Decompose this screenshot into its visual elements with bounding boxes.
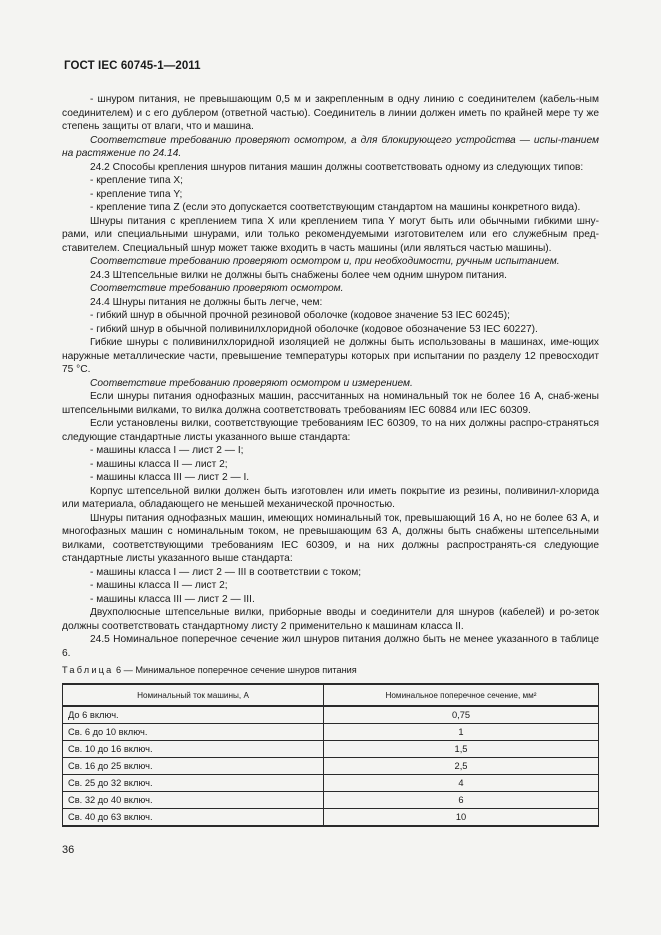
paragraph: Шнуры питания однофазных машин, имеющих номинальный ток, превышающий 16 А, но не более 63 А, и многофазных машин с номинальным током, не превышающим 63 А, должны быть снабжены штепсельными вилками, соответствующими требованиям IEC 60309, и на них должны распространять-ся следующие стандартные листы указанного выше стандарта: bbox=[62, 512, 599, 564]
table-row bbox=[63, 775, 599, 792]
cross-section-cell: 1 bbox=[324, 724, 599, 741]
paragraph: 24.4 Шнуры питания не должны быть легче, чем: bbox=[90, 296, 323, 308]
table-row bbox=[63, 724, 599, 741]
paragraph: 24.2 Способы крепления шнуров питания машин должны соответствовать одному из следующих типов: bbox=[90, 161, 584, 173]
cross-section-cell: 2,5 bbox=[324, 758, 599, 775]
paragraph: - машины класса III — лист 2 — III. bbox=[90, 593, 255, 605]
paragraph: Соответствие требованию проверяют осмотром. bbox=[90, 283, 344, 294]
table-header-row bbox=[63, 684, 599, 706]
table-row bbox=[63, 792, 599, 809]
paragraph: Если установлены вилки, соответствующие требованиям IEC 60309, то на них должны распро-страняться следующие стандартные листы указанного выше стандарта: bbox=[62, 418, 599, 443]
paragraph: Корпус штепсельной вилки должен быть изготовлен или иметь покрытие из резины, поливинил-хлорида или материала, обладающего не меньшей механической прочностью. bbox=[62, 485, 599, 510]
rated-current-cell: Св. 16 до 25 включ. bbox=[63, 758, 324, 775]
paragraph: Соответствие требованию проверяют осмотром и измерением. bbox=[90, 377, 413, 389]
cross-section-cell: 6 bbox=[324, 792, 599, 809]
paragraph: Двухполюсные штепсельные вилки, приборные вводы и соединители для шнуров (кабелей) и ро-зеток должны соответствовать стандартному листу 2 применительно к машинам класса II. bbox=[62, 607, 599, 632]
table-row bbox=[63, 758, 599, 775]
paragraph: - крепление типа X; bbox=[90, 175, 183, 186]
paragraph: - машины класса II — лист 2; bbox=[90, 580, 228, 591]
paragraph: 24.5 Номинальное поперечное сечение жил шнуров питания должно быть не менее указанного в таблице 6. bbox=[62, 634, 599, 659]
paragraph: Соответствие требованию проверяют осмотром, а для блокирующего устройства — испы-танием на растяжение по 24.14. bbox=[62, 134, 599, 159]
cross-section-cell: 10 bbox=[324, 809, 599, 827]
paragraph: - гибкий шнур в обычной прочной резиновой оболочке (кодовое значение 53 IEC 60245); bbox=[90, 310, 510, 321]
rated-current-cell: Св. 6 до 10 включ. bbox=[63, 724, 324, 741]
paragraph: Соответствие требованию проверяют осмотром и, при необходимости, ручным испытанием. bbox=[90, 256, 560, 267]
body-text bbox=[62, 93, 599, 660]
paragraph: Если шнуры питания однофазных машин, рассчитанных на номинальный ток не более 16 А, снаб-жены штепсельными вилками, то вилка должна соответствовать требованиям IEC 60884 или IEC 60309. bbox=[62, 391, 599, 416]
cross-section-cell: 4 bbox=[324, 775, 599, 792]
paragraph: - машины класса I — лист 2 — III в соответствии с током; bbox=[90, 566, 362, 578]
paragraph: - гибкий шнур в обычной поливинилхлоридной оболочке (кодовое обозначение 53 IEC 60227). bbox=[90, 323, 538, 335]
rated-current-cell: Св. 10 до 16 включ. bbox=[63, 741, 324, 758]
paragraph: Гибкие шнуры с поливинилхлоридной изоляцией не должны быть использованы в машинах, име-ющих наружные металлические части, превышение температуры которых при испытании по разделу 12 превосходит 75 °С. bbox=[62, 337, 599, 375]
rated-current-cell: Св. 32 до 40 включ. bbox=[63, 792, 324, 809]
cross-section-table bbox=[62, 683, 599, 827]
rated-current-cell: Св. 40 до 63 включ. bbox=[63, 809, 324, 827]
paragraph: - крепление типа Y; bbox=[90, 188, 183, 200]
table-caption bbox=[62, 665, 357, 675]
rated-current-cell: До 6 включ. bbox=[63, 706, 324, 724]
paragraph: - машины класса I — лист 2 — I; bbox=[90, 445, 244, 456]
paragraph: - машины класса III — лист 2 — I. bbox=[90, 472, 250, 483]
rated-current-cell: Св. 25 до 32 включ. bbox=[63, 775, 324, 792]
table-row bbox=[63, 809, 599, 827]
column-header-current: Номинальный ток машины, А bbox=[63, 684, 324, 706]
table-row bbox=[63, 706, 599, 724]
table-caption-label: Таблица bbox=[62, 665, 114, 675]
paragraph: Шнуры питания с креплением типа X или креплением типа Y могут быть или обычными гибкими шну-рами, или специальными шнурами, или только рекомендуемыми изготовителем или его служебным пред-ставителем. Специальный шнур может также входить в часть машины (или являться частью машины). bbox=[62, 215, 599, 254]
document-header: ГОСТ IEC 60745-1—2011 bbox=[64, 60, 201, 72]
paragraph: 24.3 Штепсельные вилки не должны быть снабжены более чем одним шнуром питания. bbox=[90, 269, 508, 281]
table-caption-title: 6 — Минимальное поперечное сечение шнуров питания bbox=[113, 665, 357, 675]
cross-section-cell: 0,75 bbox=[324, 706, 599, 724]
cross-section-cell: 1,5 bbox=[324, 741, 599, 758]
paragraph: - машины класса II — лист 2; bbox=[90, 458, 228, 470]
paragraph: - шнуром питания, не превышающим 0,5 м и закрепленным в одну линию с соединителем (кабель-ным соединителем) и с его дублером (ответной частью). Соединитель в линии должен иметь по крайней мере ту же степень защиты от влаги, что и машина. bbox=[62, 94, 599, 132]
page-number: 36 bbox=[62, 844, 75, 856]
column-header-cross-section: Номинальное поперечное сечение, мм² bbox=[324, 684, 599, 706]
paragraph: - крепление типа Z (если это допускается соответствующим стандартом на машины конкретного вида). bbox=[90, 202, 581, 213]
table-row bbox=[63, 741, 599, 758]
